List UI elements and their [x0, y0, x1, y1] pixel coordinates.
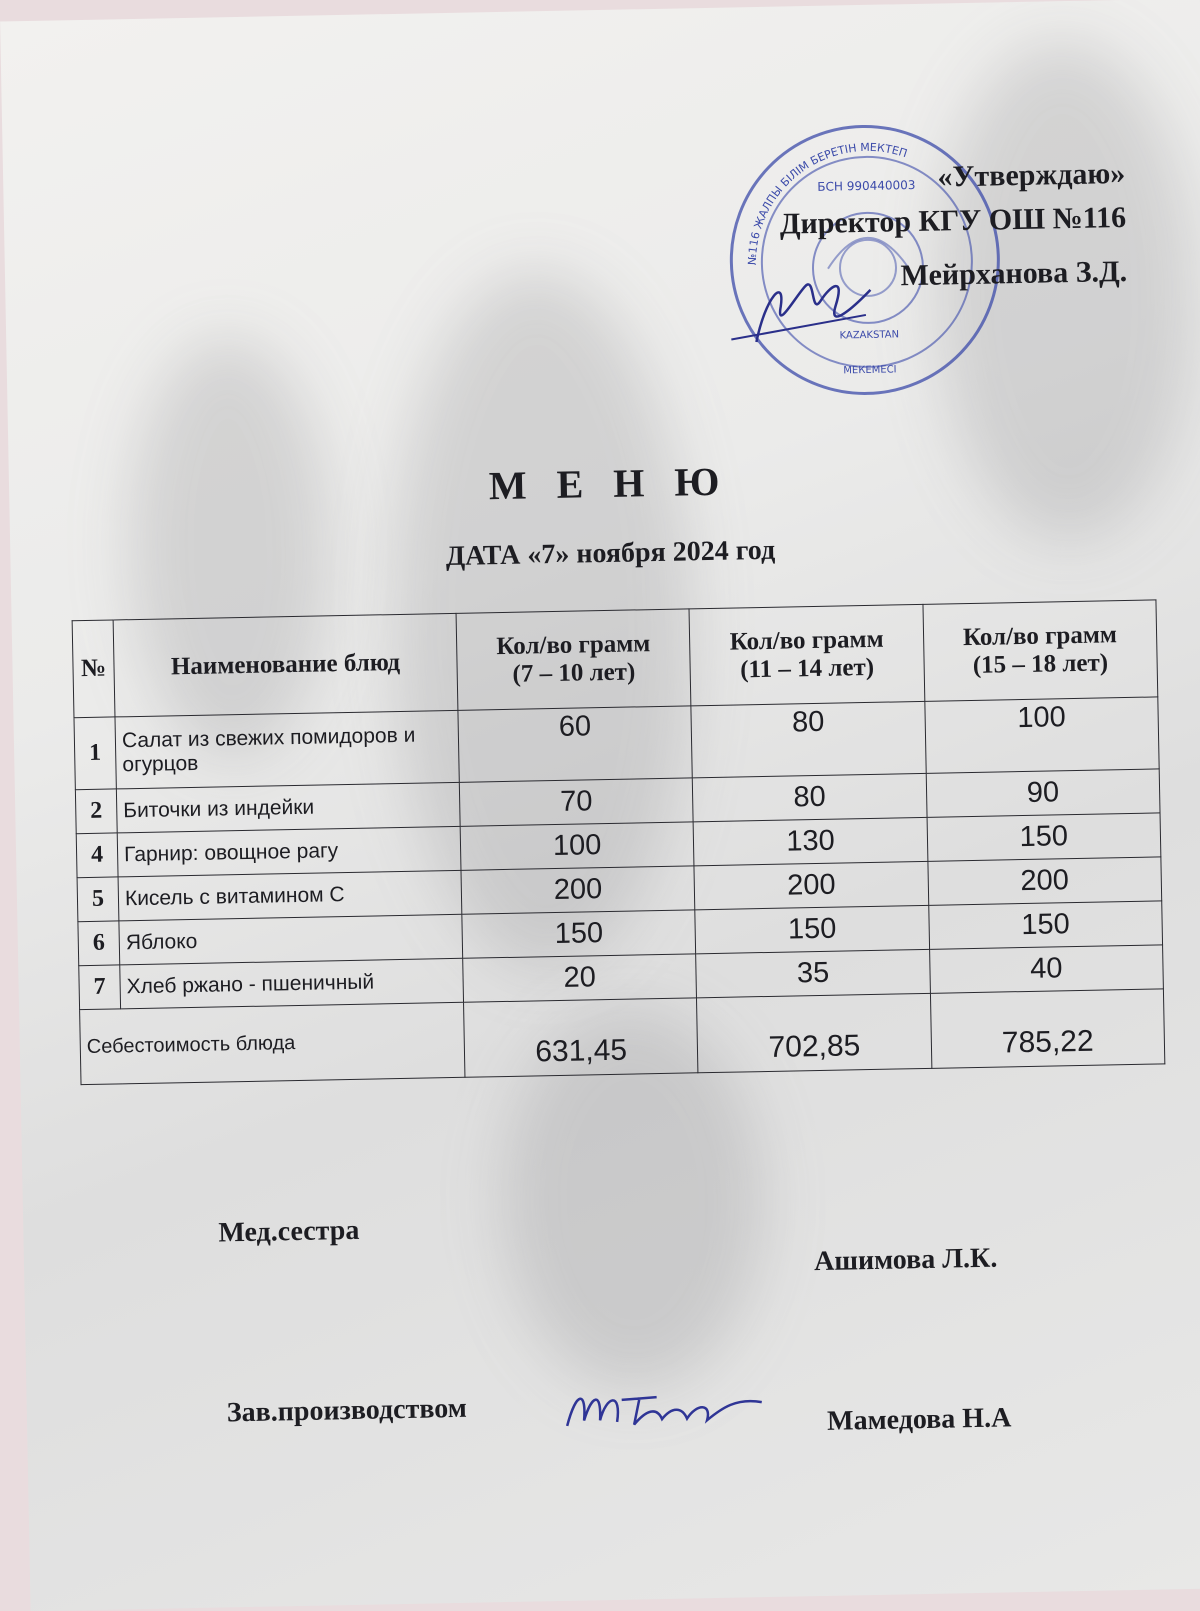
approval-director-name: Мейрханова З.Д. — [900, 254, 1128, 293]
nurse-title: Мед.сестра — [218, 1214, 360, 1249]
row-num: 2 — [75, 789, 117, 834]
row-grams-7-10: 20 — [463, 954, 697, 1002]
header-col-15-18 — [923, 600, 1158, 701]
row-grams-15-18: 100 — [924, 697, 1159, 773]
page-title: М Е Н Ю — [488, 458, 730, 509]
stamp-bottom-text: МЕКЕМЕСІ — [843, 364, 897, 377]
row-grams-7-10: 200 — [461, 866, 695, 914]
row-dish-name: Яблоко — [119, 914, 463, 965]
row-grams-7-10: 60 — [458, 706, 693, 782]
cost-label: Себестоимость блюда — [80, 1002, 465, 1084]
row-grams-11-14: 80 — [691, 701, 926, 777]
header-col-11-14 — [689, 604, 924, 705]
nurse-name: Ашимова Л.К. — [813, 1242, 998, 1278]
row-grams-11-14: 200 — [694, 861, 928, 909]
cost-15-18: 785,22 — [930, 989, 1165, 1068]
approval-block — [779, 152, 1128, 301]
menu-date: ДАТА «7» ноября 2024 год — [445, 534, 776, 573]
row-dish-name: Кисель с витамином С — [118, 870, 462, 921]
row-dish-name: Гарнир: овощное рагу — [117, 826, 461, 877]
header-col-7-10-line1: Кол/во грамм — [496, 630, 651, 661]
stamp-center-text: KAZAKSTAN — [839, 329, 900, 342]
header-num: № — [72, 620, 115, 718]
row-dish-name: Биточки из индейки — [116, 782, 460, 833]
row-dish-name: Салат из свежих помидоров и огурцов — [115, 710, 459, 789]
menu-table — [72, 599, 1166, 1085]
row-dish-name: Хлеб ржано - пшеничный — [120, 958, 464, 1009]
row-grams-15-18: 90 — [926, 769, 1160, 817]
row-num: 1 — [74, 717, 116, 790]
header-dish-name: Наименование блюд — [113, 613, 458, 717]
header-col-7-10-line2: (7 – 10 лет) — [512, 658, 636, 688]
cost-11-14: 702,85 — [697, 993, 932, 1072]
header-col-15-18-line1: Кол/во грамм — [962, 621, 1118, 652]
row-num: 6 — [78, 921, 120, 966]
row-grams-11-14: 130 — [693, 817, 927, 865]
row-grams-7-10: 150 — [462, 910, 696, 958]
header-col-7-10 — [456, 609, 691, 710]
row-grams-11-14: 80 — [693, 773, 927, 821]
stamp-outer-text: №116 ЖАЛПЫ БІЛІМ БЕРЕТІН МЕКТЕП — [745, 140, 909, 266]
chef-title: Зав.производством — [226, 1392, 468, 1429]
row-grams-15-18: 150 — [928, 901, 1162, 949]
row-num: 5 — [77, 877, 119, 922]
row-grams-7-10: 70 — [459, 778, 693, 826]
row-num: 7 — [79, 965, 121, 1010]
row-num: 4 — [76, 833, 118, 878]
row-grams-7-10: 100 — [460, 822, 694, 870]
row-grams-15-18: 40 — [929, 945, 1163, 993]
chef-name: Мамедова Н.А — [826, 1402, 1012, 1437]
chef-signature — [561, 1377, 772, 1441]
row-grams-15-18: 200 — [928, 857, 1162, 905]
header-col-11-14-line2: (11 – 14 лет) — [739, 653, 875, 684]
header-col-11-14-line1: Кол/во грамм — [729, 625, 884, 656]
stamp-bin: БСН 990440003 — [817, 177, 916, 194]
approval-position: Директор КГУ ОШ №116 — [779, 200, 1127, 241]
row-grams-11-14: 150 — [695, 905, 929, 953]
row-grams-11-14: 35 — [696, 949, 930, 997]
cost-7-10: 631,45 — [464, 998, 699, 1077]
row-grams-15-18: 150 — [927, 813, 1161, 861]
header-col-15-18-line2: (15 – 18 лет) — [972, 649, 1109, 679]
approval-heading: «Утверждаю» — [937, 156, 1126, 194]
